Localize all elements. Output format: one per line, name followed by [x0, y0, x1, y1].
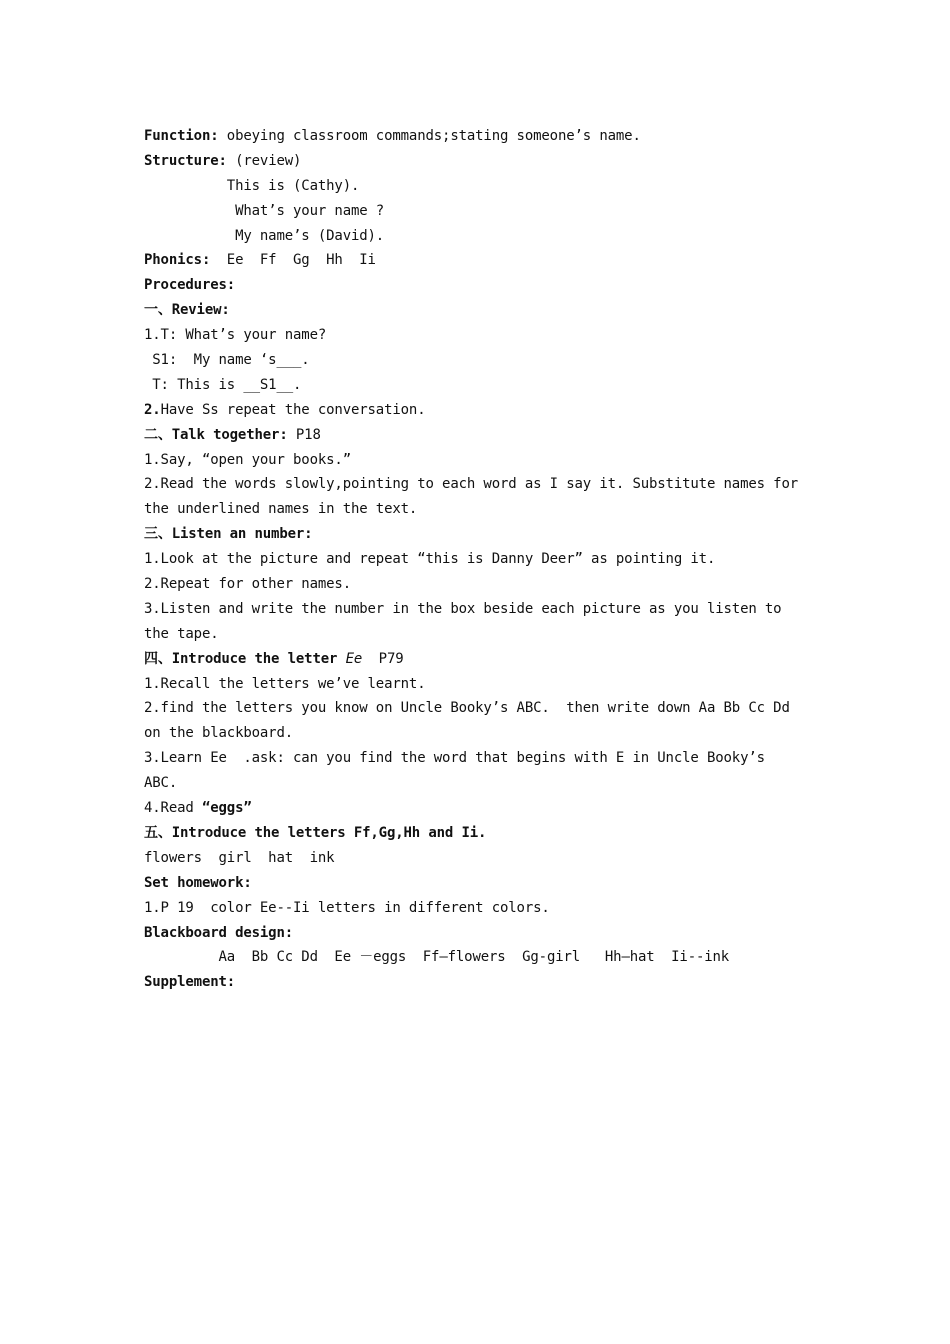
structure-example-line: What’s your name ? — [144, 202, 385, 219]
letter-ee-heading-text: 四、Introduce the letter — [144, 650, 346, 667]
section-listen-heading: 三、Listen an number: — [144, 526, 313, 543]
structure-example-line: This is (Cathy). — [144, 177, 360, 194]
phonics-text: Ee Ff Gg Hh Ii — [210, 252, 376, 269]
review-item2-text: Have Ss repeat the conversation. — [160, 401, 426, 418]
listen-line: 1.Look at the picture and repeat “this is Danny Deer” as pointing it. — [144, 551, 716, 568]
homework-heading: Set homework: — [144, 874, 252, 891]
review-line — [144, 398, 824, 423]
listen-line: 2.Repeat for other names. — [144, 576, 351, 593]
letter-ee-line: 3.Learn Ee .ask: can you find the word that begins with E in Uncle Booky’s — [144, 750, 765, 767]
structure-label: Structure: — [144, 152, 227, 169]
structure-example-line: My name’s (David). — [144, 227, 385, 244]
section-letters-ff-ii-heading: 五、Introduce the letters Ff,Gg,Hh and Ii. — [144, 824, 487, 841]
structure-text: (review) — [226, 152, 302, 169]
procedures-heading: Procedures: — [144, 277, 236, 294]
letter-ee-item4-text: 4.Read — [144, 800, 202, 817]
letter-ee-item4-word: “eggs” — [201, 800, 252, 817]
section-talk-heading — [144, 423, 824, 448]
review-line: 1.T: What’s your name? — [144, 327, 327, 344]
letter-ee-line: on the blackboard. — [144, 725, 294, 742]
listen-line: the tape. — [144, 625, 219, 642]
talk-heading-text: 二、Talk together: — [144, 426, 288, 443]
letter-ee-line: 2.find the letters you know on Uncle Booky’s ABC. then write down Aa Bb Cc Dd — [144, 700, 790, 717]
talk-line: the underlined names in the text. — [144, 501, 418, 518]
letter-ee-heading-letter: Ee — [345, 650, 363, 667]
homework-line: 1.P 19 color Ee--Ii letters in different colors. — [144, 899, 550, 916]
letter-ee-line: 1.Recall the letters we’ve learnt. — [144, 675, 426, 692]
letter-ee-line — [144, 796, 824, 821]
section-letter-ee-heading — [144, 647, 824, 672]
function-text: obeying classroom commands;stating someone’s name. — [218, 128, 641, 144]
structure-line — [144, 149, 824, 174]
letters-ff-ii-line: flowers girl hat ink — [144, 849, 335, 866]
blackboard-heading: Blackboard design: — [144, 924, 294, 941]
section-review-heading: 一、Review: — [144, 302, 230, 319]
talk-line: 2.Read the words slowly,pointing to each word as I say it. Substitute names for — [144, 476, 799, 493]
phonics-label: Phonics: — [144, 252, 211, 269]
letter-ee-line: ABC. — [144, 775, 178, 792]
supplement-heading: Supplement: — [144, 974, 236, 991]
function-label: Function: — [144, 128, 219, 144]
talk-line: 1.Say, “open your books.” — [144, 451, 351, 468]
review-line: T: This is __S1__. — [144, 376, 302, 393]
listen-line: 3.Listen and write the number in the box beside each picture as you listen to — [144, 600, 782, 617]
lesson-plan-document — [144, 124, 824, 995]
phonics-line — [144, 248, 824, 273]
review-item2-number: 2. — [144, 401, 161, 418]
review-line: S1: My name ‘s___. — [144, 352, 310, 369]
function-line — [144, 124, 824, 149]
blackboard-line: Aa Bb Cc Dd Ee －eggs Ff—flowers Gg-girl Hh—hat Ii--ink — [144, 949, 730, 966]
talk-heading-page: P18 — [287, 426, 321, 443]
letter-ee-heading-page: P79 — [362, 650, 404, 667]
